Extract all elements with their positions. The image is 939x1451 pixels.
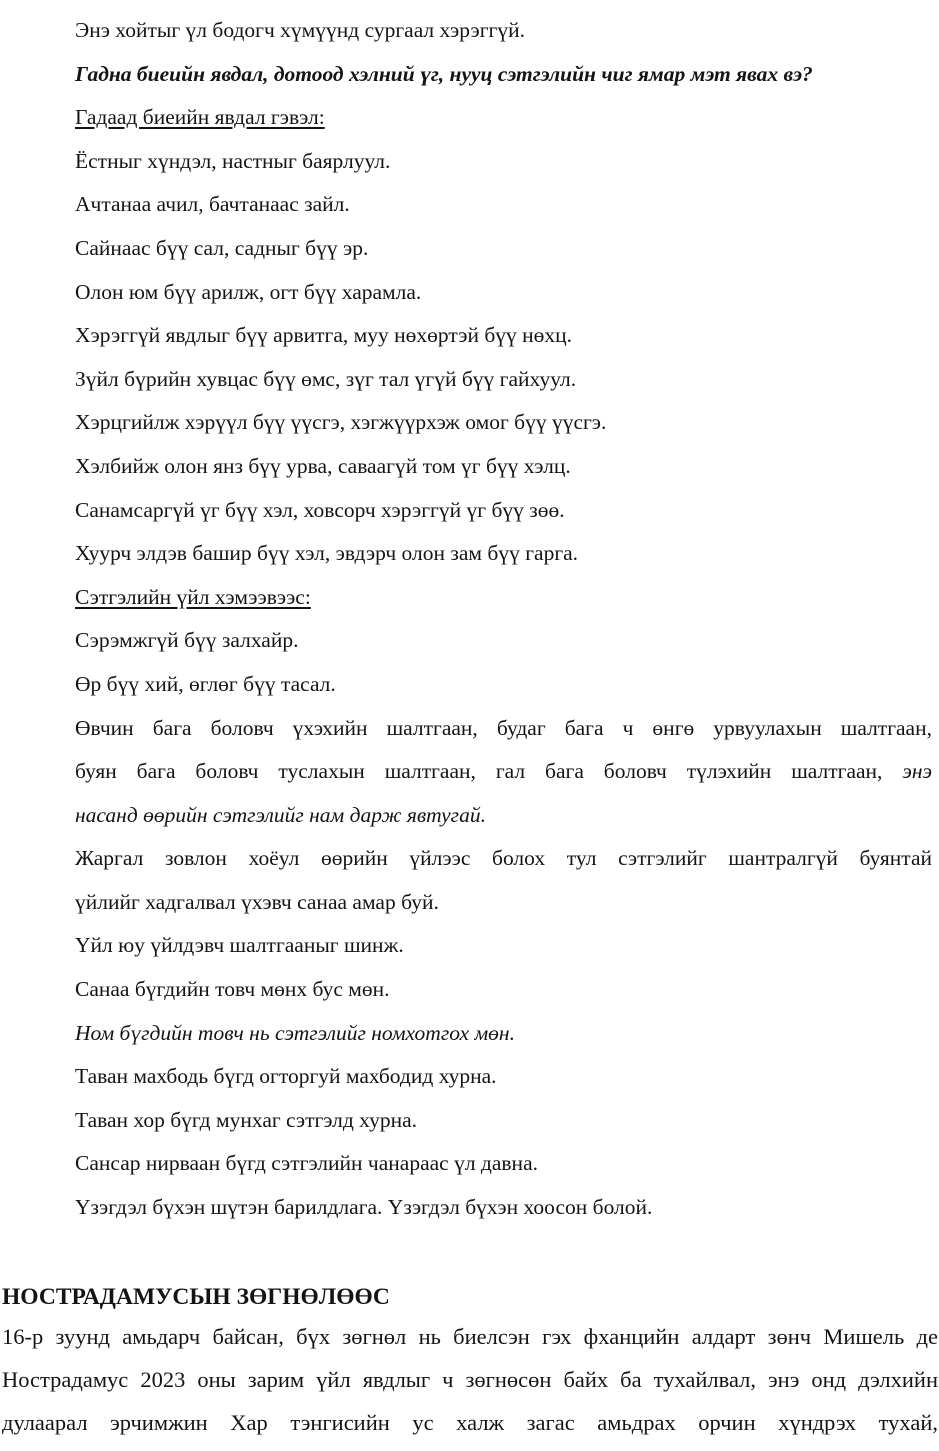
text-line <box>75 9 932 53</box>
text-line <box>75 1012 932 1056</box>
text-segment: Сайнаас бүү сал, садныг бүү эр. <box>75 235 369 260</box>
text-segment: Гадаад биеийн явдал гэвэл: <box>75 105 325 130</box>
text-segment: Жаргал зовлон хоёул өөрийн үйлээс болох тул сэтгэлийг шантралгүй буянтай <box>75 846 932 871</box>
text-line <box>75 532 932 576</box>
text-line <box>75 750 932 794</box>
text-line <box>75 140 932 184</box>
text-segment: Санамсаргүй үг бүү хэл, ховсорч хэрэггүй үг бүү зөө. <box>75 497 565 522</box>
text-segment: энэ <box>902 759 932 784</box>
text-line <box>75 881 932 925</box>
nostradamus-section <box>2 1279 938 1444</box>
text-line <box>75 401 932 445</box>
text-segment: Санаа бүгдийн товч мөнх бус мөн. <box>75 977 390 1002</box>
text-segment: Таван хор бүгд мунхаг сэтгэлд хурна. <box>75 1107 418 1132</box>
text-segment: Өвчин бага боловч үхэхийн шалтгаан, будаг бага ч өнгө урвуулахын шалтгаан, <box>75 715 932 740</box>
text-segment: Үзэгдэл бүхэн шүтэн барилдлага. Үзэгдэл бүхэн хоосон болой. <box>75 1195 653 1220</box>
section-heading: НОСТРАДАМУСЫН ЗӨГНӨЛӨӨС <box>2 1284 390 1310</box>
text-line <box>75 227 932 271</box>
text-line <box>75 576 932 620</box>
text-segment: Энэ хойтыг үл бодогч хүмүүнд сургаал хэрэггүй. <box>75 18 525 42</box>
text-line <box>2 1315 938 1358</box>
text-segment: Хэрцгийлж хэрүүл бүү үүсгэ, хэгжүүрхэж омог бүү үүсгэ. <box>75 410 607 435</box>
text-segment: Таван махбодь бүгд огторгуй махбодид хурна. <box>75 1064 497 1089</box>
text-segment: Хэрэггүй явдлыг бүү арвитга, муу нөхөртэй бүү нөхц. <box>75 323 573 348</box>
text-line <box>75 707 932 751</box>
text-segment: 16-р зуунд амьдарч байсан, бүх зөгнөл нь биелсэн гэх фханцийн алдарт зөнч Мишель де <box>2 1324 938 1349</box>
text-line <box>75 1186 932 1230</box>
text-line <box>75 96 932 140</box>
text-segment: Зүйл бүрийн хувцас бүү өмс, зүг тал үгүй бүү гайхуул. <box>75 366 577 391</box>
text-line <box>2 1401 938 1444</box>
text-segment: Ном бүгдийн товч нь сэтгэлийг номхотгох мөн. <box>75 1020 515 1045</box>
text-line <box>75 924 932 968</box>
text-segment: Үйл юу үйлдэвч шалтгааныг шинж. <box>75 933 404 958</box>
text-segment: дулаарал эрчимжин Хар тэнгисийн ус халж загас амьдрах орчин хүндрэх тухай, <box>2 1410 938 1435</box>
text-line <box>2 1358 938 1401</box>
text-line <box>75 445 932 489</box>
text-segment: Хэлбийж олон янз бүү урва, саваагүй том үг бүү хэлц. <box>75 453 571 478</box>
text-segment: Нострадамус 2023 оны зарим үйл явдлыг ч зөгнөсөн байх ба тухайлвал, энэ онд дэлхийн <box>2 1367 938 1392</box>
text-line <box>75 358 932 402</box>
text-segment: насанд өөрийн сэтгэлийг нам дарж явтугай. <box>75 802 486 827</box>
section-paragraph <box>2 1315 938 1444</box>
text-line <box>75 314 932 358</box>
text-segment: Өр бүү хий, өглөг бүү тасал. <box>75 671 336 696</box>
text-line <box>75 619 932 663</box>
text-segment: Гадна биеийн явдал, дотоод хэлний үг, нууц сэтгэлийн чиг ямар мэт явах вэ? <box>75 61 813 86</box>
text-segment: Олон юм бүү арилж, огт бүү харамла. <box>75 279 422 304</box>
text-segment: Сансар нирваан бүгд сэтгэлийн чанараас үл давна. <box>75 1151 538 1176</box>
text-segment: үйлийг хадгалвал үхэвч санаа амар буй. <box>75 889 439 914</box>
main-text-block <box>75 9 932 1230</box>
text-line <box>75 968 932 1012</box>
text-segment: Хуурч элдэв башир бүү хэл, эвдэрч олон зам бүү гарга. <box>75 541 579 566</box>
text-line <box>75 837 932 881</box>
text-line <box>75 1142 932 1186</box>
text-segment: Ёстныг хүндэл, настныг баярлуул. <box>75 148 391 173</box>
text-line <box>75 1055 932 1099</box>
text-line <box>75 794 932 838</box>
text-line <box>75 663 932 707</box>
text-line <box>75 183 932 227</box>
text-line <box>75 489 932 533</box>
text-segment: буян бага боловч туслахын шалтгаан, гал бага боловч түлэхийн шалтгаан, <box>75 759 903 784</box>
text-segment: Сэрэмжгүй бүү залхайр. <box>75 628 299 653</box>
text-line <box>75 1099 932 1143</box>
text-segment: Ачтанаа ачил, бачтанаас зайл. <box>75 192 350 217</box>
text-line <box>75 271 932 315</box>
text-segment: Сэтгэлийн үйл хэмээвээс: <box>75 584 311 609</box>
text-line <box>75 53 932 97</box>
